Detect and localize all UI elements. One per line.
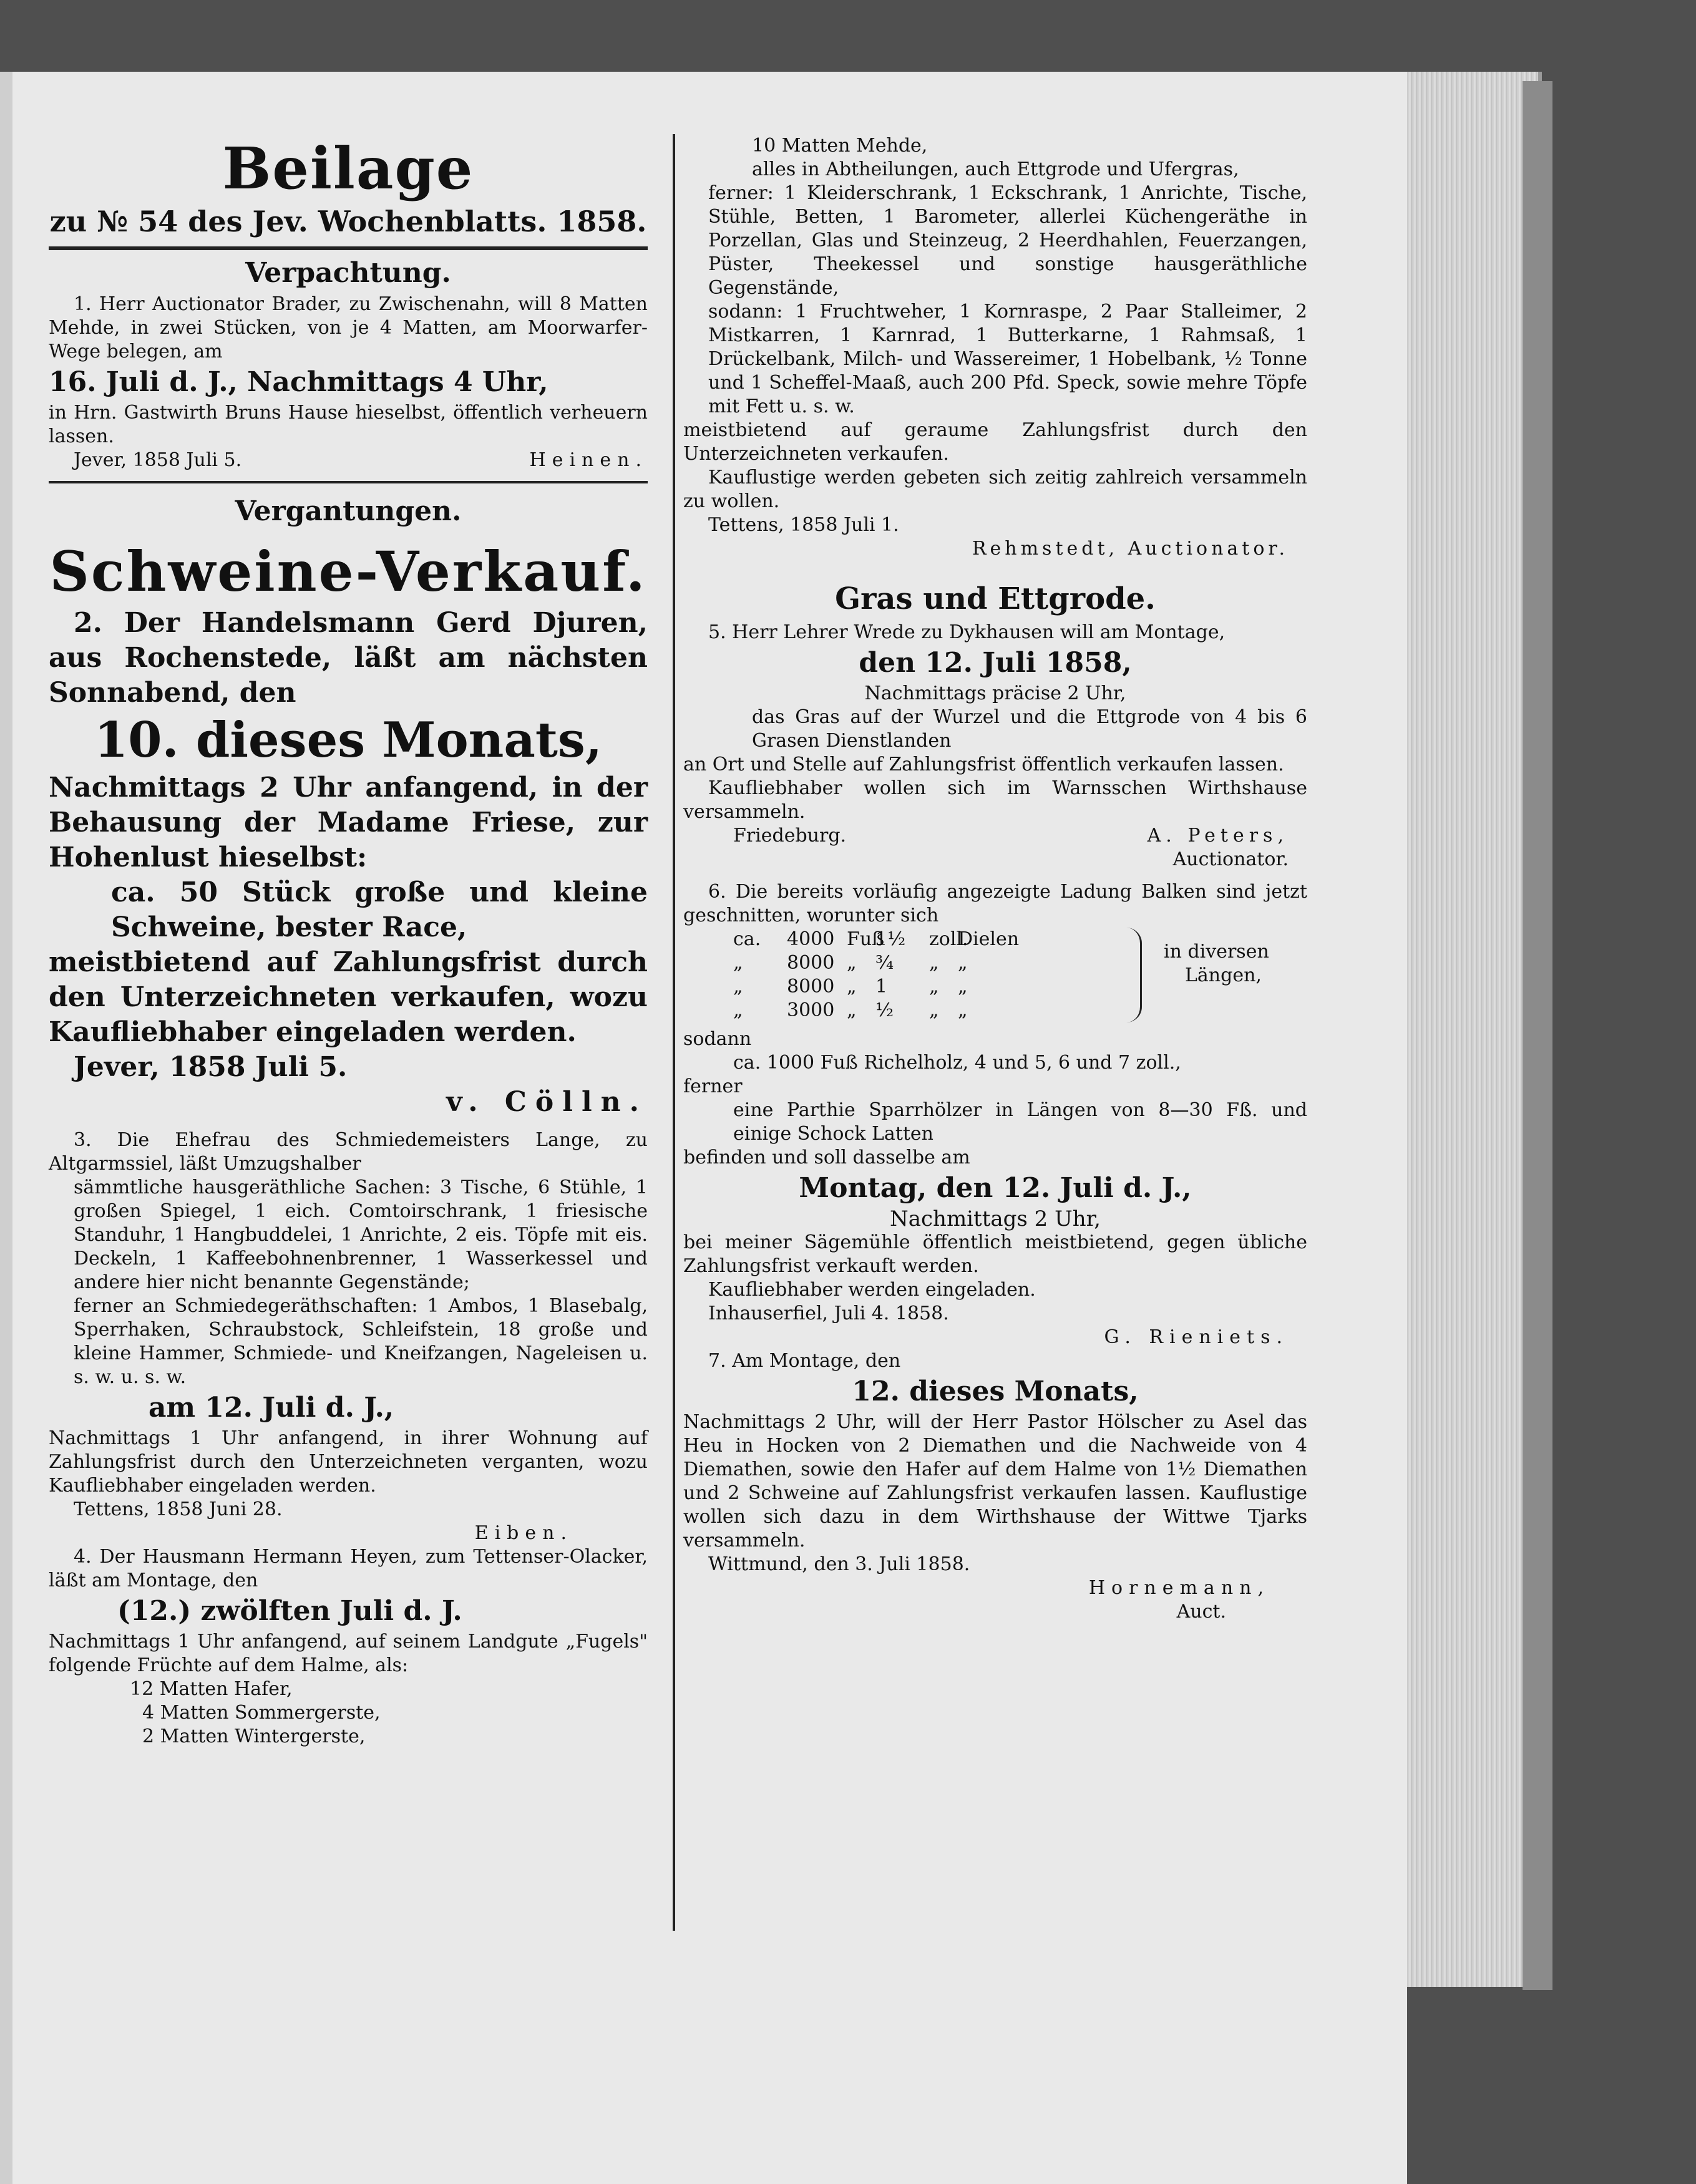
notice-2-place: Jever, 1858 Juli 5. [74, 1051, 348, 1083]
notice-4-place: Tettens, 1858 Juli 1. [708, 514, 899, 536]
notice-6-date: Montag, den 12. Juli d. J., [799, 1172, 1192, 1204]
notice-5-footer [683, 824, 1307, 871]
notice-2-text-3: ca. 50 Stück große und kleine Schweine, bester Race, [111, 876, 648, 943]
notice-4-date: (12.) zwölften Juli d. J. [117, 1595, 462, 1627]
lumber-zoll: „ [929, 952, 939, 974]
notice-4-item: 4 Matten Sommergerste, [142, 1702, 381, 1724]
notice-3-text: 3. Die Ehefrau des Schmiedemeisters Lange, zu Altgarmssiel, läßt Umzugshalber [49, 1129, 648, 1175]
notice-3-tools: ferner an Schmiedegeräthschaften: 1 Ambos, 1 Blasebalg, Sperrhaken, Schraubstock, Schleifstein, 18 große und kleine Hammer, Schmiede- und Kneifzangen, Nageleisen u. s. w. u. s. w. [74, 1295, 648, 1388]
notice-7-signature: Hornemann, [1088, 1577, 1270, 1599]
notice-3-date: am 12. Juli d. J., [149, 1392, 394, 1424]
lumber-kind: „ [958, 952, 968, 974]
book-cover-edge [1523, 81, 1552, 1990]
notice-4-furniture: ferner: 1 Kleiderschrank, 1 Eckschrank, 1 Anrichte, Tische, Stühle, Betten, 1 Barometer, allerlei Küchengeräthe in Porzellan, Glas und Steinzeug, 2 Heerdhahlen, Feuerzangen, Püster, Theekessel und sonstige hausgeräthliche Gegenstände, [708, 182, 1307, 299]
lumber-prefix: „ [733, 976, 743, 997]
notice-7-title: Auct. [1176, 1601, 1226, 1623]
notice-7-date: 12. dieses Monats, [852, 1376, 1139, 1407]
notice-3-text-2: Nachmittags 1 Uhr anfangend, in ihrer Wohnung auf Zahlungsfrist durch den Unterzeichneten verganten, wozu Kaufliebhaber eingeladen werden. [49, 1427, 648, 1497]
notice-2-signature: v. Cölln. [446, 1086, 648, 1118]
notice-5-time: Nachmittags präcise 2 Uhr, [864, 682, 1126, 704]
notice-7-place: Wittmund, den 3. Juli 1858. [708, 1553, 970, 1575]
lumber-prefix: „ [733, 952, 743, 974]
lumber-qty: 8000 [787, 976, 835, 997]
notice-3-items: sämmtliche hausgeräthliche Sachen: 3 Tische, 6 Stühle, 1 großen Spiegel, 1 eich. Comtoirschrank, 1 friesische Standuhr, 1 Hangbuddelei, 1 Anrichte, 2 eis. Töpfe mit eis. Deckeln, 1 Kaffeebohnenbrenner, 1 Wasserkessel und andere hier nicht benannte Gegenstände; [74, 1177, 648, 1293]
curly-brace [1126, 928, 1142, 1022]
lumber-size: ½ [875, 999, 894, 1021]
notice-6-text-2: sodann [683, 1028, 752, 1050]
lumber-unit: „ [847, 999, 857, 1021]
lumber-qty: 4000 [787, 928, 835, 950]
lumber-zoll: „ [929, 976, 939, 997]
page-subtitle: zu № 54 des Jev. Wochenblatts. 1858. [49, 205, 647, 238]
notice-5-text-4: Kaufliebhaber wollen sich im Warnsschen Wirthshause versammeln. [683, 777, 1307, 823]
lumber-zoll: „ [929, 999, 939, 1021]
lumber-zoll: zoll. [929, 928, 968, 950]
notice-1-place: Jever, 1858 Juli 5. [74, 449, 242, 471]
header-rule [49, 246, 648, 250]
notice-4-item: 2 Matten Wintergerste, [142, 1725, 366, 1747]
notice-6-text-3: ca. 1000 Fuß Richelholz, 4 und 5, 6 und 7 zoll., [733, 1052, 1181, 1074]
section-rule [49, 481, 648, 483]
lumber-size: 1 [875, 976, 888, 997]
lumber-qty: 3000 [787, 999, 835, 1021]
notice-6-text-4: ferner [683, 1075, 743, 1097]
notice-4-text-2: Nachmittags 1 Uhr anfangend, auf seinem Landgute „Fugels" folgende Früchte auf dem Halme, als: [49, 1631, 648, 1676]
right-column [683, 134, 1307, 1624]
notice-6-text-7: bei meiner Sägemühle öffentlich meistbietend, gegen übliche Zahlungsfrist verkauft werden. [683, 1231, 1307, 1277]
brace-label-line: in diversen [1164, 941, 1269, 963]
notice-5-date: den 12. Juli 1858, [859, 647, 1132, 679]
lumber-table [683, 928, 1307, 1027]
lumber-kind: „ [958, 999, 968, 1021]
section-heading-vergantungen: Vergantungen. [235, 495, 462, 527]
notice-5-place: Friedeburg. [733, 825, 847, 847]
book-page-edges [1388, 72, 1542, 1987]
lumber-prefix: ca. [733, 928, 761, 950]
notice-6-signature: G. Rieniets. [1104, 1326, 1289, 1348]
notice-7-text-2: Nachmittags 2 Uhr, will der Herr Pastor Hölscher zu Asel das Heu in Hocken von 2 Diemathen und die Nachweide von 4 Diemathen, sowie den Hafer auf dem Halme von 1½ Diemathen und 2 Schweine auf Zahlungsfrist verkaufen lassen. Kauflustige wollen sich dazu in dem Wirthshause der Wittwe Tjarks versammeln. [683, 1411, 1307, 1551]
column-divider [673, 134, 675, 1931]
notice-2-date: 10. dieses Monats, [94, 712, 602, 769]
notice-5-text-2: das Gras auf der Wurzel und die Ettgrode von 4 bis 6 Grasen Dienstlanden [752, 706, 1307, 752]
lumber-kind: „ [958, 976, 968, 997]
notice-6-text: 6. Die bereits vorläufig angezeigte Ladung Balken sind jetzt geschnitten, worunter sich [683, 881, 1307, 926]
lumber-prefix: „ [733, 999, 743, 1021]
page-gutter [0, 72, 12, 2184]
notice-5-title: Auctionator. [1172, 848, 1289, 870]
notice-4-implements: sodann: 1 Fruchtweher, 1 Kornraspe, 2 Paar Stalleimer, 2 Mistkarren, 1 Karnrad, 1 Butterkarne, 1 Rahmsaß, 1 Drückelbank, Milch- und Wassereimer, 1 Hobelbank, ½ Tonne und 1 Scheffel-Maaß, auch 200 Pfd. Speck, sowie mehre Töpfe mit Fett u. s. w. [708, 301, 1307, 417]
lumber-unit: „ [847, 976, 857, 997]
lumber-size: 1½ [875, 928, 906, 950]
lumber-kind: Dielen [958, 928, 1020, 950]
notice-4-continued: alles in Abtheilungen, auch Ettgrode und Ufergras, [752, 158, 1239, 180]
notice-6-text-5: eine Parthie Sparrhölzer in Längen von 8—30 Fß. und einige Schock Latten [733, 1099, 1307, 1145]
section-heading-gras: Gras und Ettgrode. [835, 581, 1156, 616]
notice-4-signature: Rehmstedt, Auctionator. [972, 538, 1289, 560]
notice-1-text-2: in Hrn. Gastwirth Bruns Hause hieselbst, öffentlich verheuern lassen. [49, 402, 648, 447]
notice-5-text-3: an Ort und Stelle auf Zahlungsfrist öffentlich verkaufen lassen. [683, 754, 1284, 775]
notice-5-text: 5. Herr Lehrer Wrede zu Dykhausen will am Montage, [708, 621, 1226, 643]
notice-6-time: Nachmittags 2 Uhr, [889, 1206, 1101, 1231]
notice-3-signature: Eiben. [474, 1522, 573, 1544]
notice-4-text: 4. Der Hausmann Hermann Heyen, zum Tettenser-Olacker, läßt am Montage, den [49, 1546, 648, 1591]
brace-label [1164, 940, 1269, 988]
notice-2-text: 2. Der Handelsmann Gerd Djuren, aus Rochenstede, läßt am nächsten Sonnabend, den [49, 607, 648, 709]
notice-2-title: Schweine-Verkauf. [49, 539, 647, 604]
lumber-row [733, 999, 1307, 1022]
notice-2-text-2: Nachmittags 2 Uhr anfangend, in der Behausung der Madame Friese, zur Hohenlust hieselbst: [49, 772, 648, 873]
notice-2-text-4: meistbietend auf Zahlungsfrist durch den Unterzeichneten verkaufen, wozu Kaufliebhaber eingeladen werden. [49, 946, 648, 1048]
notice-1-date: 16. Juli d. J., Nachmittags 4 Uhr, [49, 366, 548, 398]
section-heading-verpachtung: Verpachtung. [245, 257, 451, 289]
notice-4-item: 12 Matten Hafer, [130, 1678, 293, 1700]
left-column [49, 134, 648, 1749]
page-title: Beilage [222, 135, 474, 202]
notice-4-invitation: Kauflustige werden gebeten sich zeitig zahlreich versammeln zu wollen. [683, 467, 1307, 512]
lumber-unit: „ [847, 952, 857, 974]
lumber-qty: 8000 [787, 952, 835, 974]
notice-3-place: Tettens, 1858 Juni 28. [74, 1498, 283, 1520]
notice-1-signature: Heinen. [529, 449, 648, 471]
brace-label-line: Längen, [1185, 964, 1262, 986]
lumber-size: ¾ [875, 952, 894, 974]
notice-6-place: Inhauserfiel, Juli 4. 1858. [708, 1303, 949, 1324]
notice-4-item: 10 Matten Mehde, [752, 135, 928, 157]
notice-4-terms: meistbietend auf geraume Zahlungsfrist durch den Unterzeichneten verkaufen. [683, 419, 1307, 465]
lumber-unit: Fuß [847, 928, 885, 950]
notice-5-signature: A. Peters, [1147, 825, 1289, 847]
notice-6-text-8: Kaufliebhaber werden eingeladen. [708, 1279, 1036, 1301]
notice-6-text-6: befinden und soll dasselbe am [683, 1147, 970, 1168]
notice-7-text: 7. Am Montage, den [708, 1350, 901, 1372]
notice-1-text: 1. Herr Auctionator Brader, zu Zwischenahn, will 8 Matten Mehde, in zwei Stücken, von je 4 Matten, am Moorwarfer-Wege belegen, am [49, 293, 648, 362]
